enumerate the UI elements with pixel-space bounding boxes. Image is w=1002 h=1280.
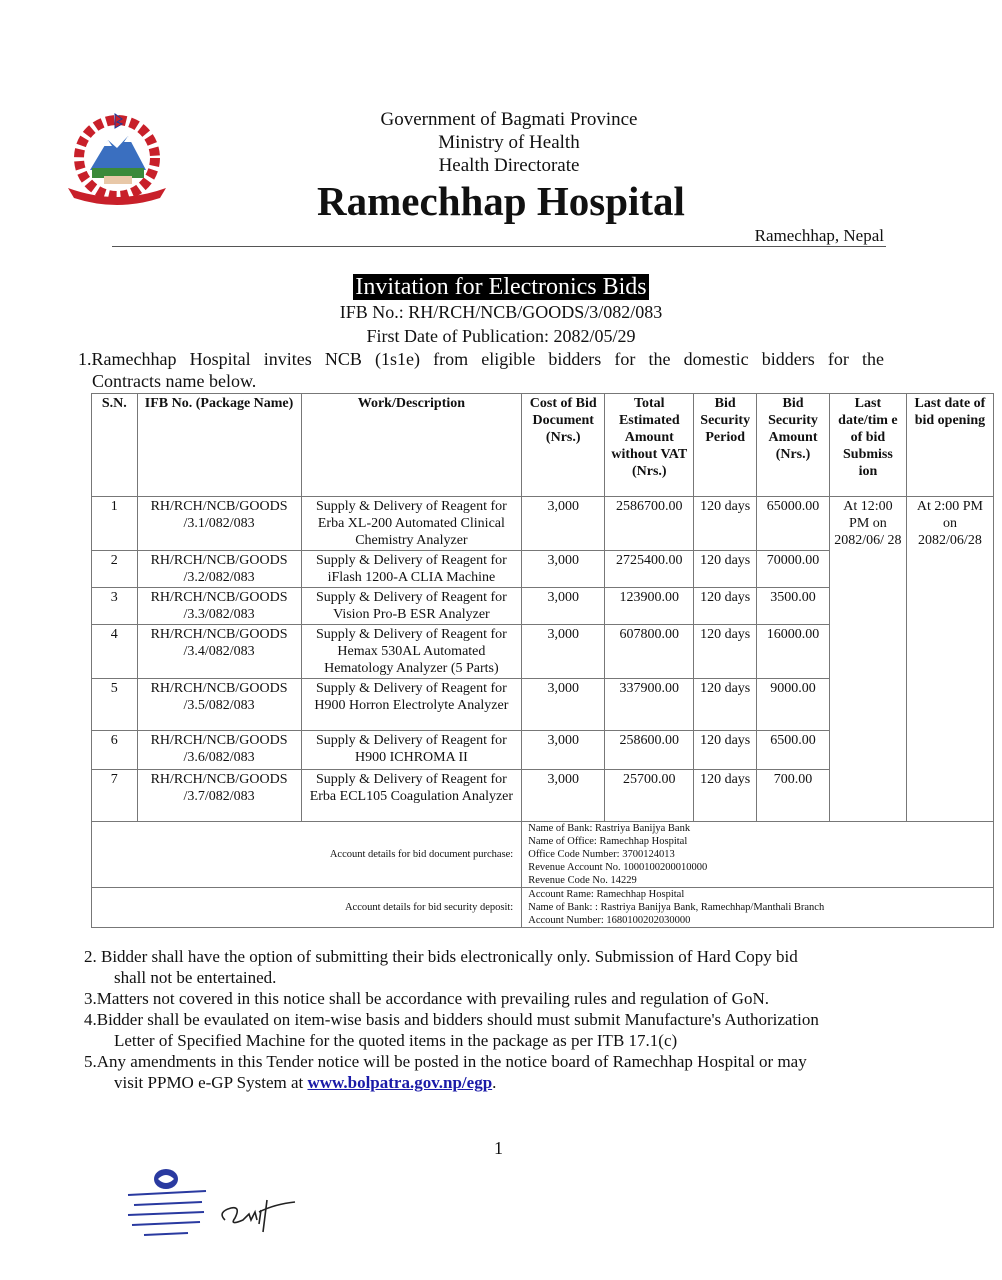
table-row xyxy=(92,497,994,551)
cell-amount: 70000.00 xyxy=(757,551,830,588)
publication-date: First Date of Publication: 2082/05/29 xyxy=(366,326,636,346)
note-4-cont: Letter of Specified Machine for the quoted items in the package as per ITB 17.1(c) xyxy=(114,1031,678,1050)
cell-amount: 3500.00 xyxy=(757,588,830,625)
account-line: Name of Bank: : Rastriya Banijya Bank, Ramechhap/Manthali Branch xyxy=(528,902,825,913)
account-line: Revenue Account No. 1000100200010000 xyxy=(528,862,708,873)
note-5 xyxy=(84,1051,884,1093)
cell-cost: 3,000 xyxy=(522,625,605,679)
account-line: Name of Office: Ramechhap Hospital xyxy=(528,836,688,847)
cell-sn: 7 xyxy=(92,770,138,822)
cell-amount: 9000.00 xyxy=(757,679,830,731)
ifb-number: IFB No.: RH/RCH/NCB/GOODS/3/082/083 xyxy=(339,302,663,322)
cell-period: 120 days xyxy=(694,497,757,551)
account-purchase-row xyxy=(92,822,994,888)
col-amount: Bid Security Amount (Nrs.) xyxy=(757,394,830,497)
cell-ifb: RH/RCH/NCB/GOODS /3.1/082/083 xyxy=(137,497,301,551)
col-sn: S.N. xyxy=(92,394,138,497)
office-stamp-icon xyxy=(118,1165,218,1243)
note-2-text: 2. Bidder shall have the option of submitting their bids electronically only. Submission of Hard Copy bid xyxy=(84,947,798,966)
account-line: Account Number: 1680100202030000 xyxy=(528,915,691,926)
cell-period: 120 days xyxy=(694,679,757,731)
cell-last-opening: At 2:00 PM on 2082/06/28 xyxy=(906,497,993,822)
note-3: 3.Matters not covered in this notice shall be accordance with prevailing rules and regulation of GoN. xyxy=(84,989,769,1008)
note-5-prefix: visit PPMO e-GP System at xyxy=(114,1073,308,1092)
bids-table xyxy=(91,393,994,928)
cell-description: Supply & Delivery of Reagent for Hemax 530AL Automated Hematology Analyzer (5 Parts) xyxy=(301,625,522,679)
cell-ifb: RH/RCH/NCB/GOODS /3.6/082/083 xyxy=(137,731,301,770)
note-5-cont xyxy=(84,1072,884,1093)
cell-amount: 65000.00 xyxy=(757,497,830,551)
cell-cost: 3,000 xyxy=(522,551,605,588)
cell-sn: 4 xyxy=(92,625,138,679)
page-number: 1 xyxy=(494,1138,503,1158)
hospital-title: Ramechhap Hospital xyxy=(317,178,685,224)
notice-title-text: Invitation for Electronics Bids xyxy=(355,274,647,300)
note-5-suffix: . xyxy=(492,1073,497,1092)
cell-total: 123900.00 xyxy=(605,588,694,625)
account-line: Office Code Number: 3700124013 xyxy=(528,849,675,860)
cell-description: Supply & Delivery of Reagent for Vision Pro-B ESR Analyzer xyxy=(301,588,522,625)
account-purchase-label: Account details for bid document purchase: xyxy=(92,822,522,888)
government-header xyxy=(0,108,1002,177)
cell-period: 120 days xyxy=(694,770,757,822)
note-4-text: 4.Bidder shall be evaulated on item-wise basis and bidders should must submit Manufacture's Authorization xyxy=(84,1010,819,1029)
col-last-opening: Last date of bid opening xyxy=(906,394,993,497)
account-deposit-label: Account details for bid security deposit: xyxy=(92,888,522,928)
cell-sn: 2 xyxy=(92,551,138,588)
cell-total: 2725400.00 xyxy=(605,551,694,588)
cell-amount: 6500.00 xyxy=(757,731,830,770)
intro-paragraph-cont: Contracts name below. xyxy=(92,371,257,391)
cell-total: 258600.00 xyxy=(605,731,694,770)
account-line: Account Rame: Ramechhap Hospital xyxy=(528,889,685,900)
account-purchase-details xyxy=(522,822,994,888)
cell-total: 25700.00 xyxy=(605,770,694,822)
cell-sn: 1 xyxy=(92,497,138,551)
cell-period: 120 days xyxy=(694,588,757,625)
col-last-submission: Last date/tim e of bid Submiss ion xyxy=(829,394,906,497)
account-deposit-details xyxy=(522,888,994,928)
cell-ifb: RH/RCH/NCB/GOODS /3.4/082/083 xyxy=(137,625,301,679)
col-total: Total Estimated Amount without VAT (Nrs.) xyxy=(605,394,694,497)
cell-amount: 700.00 xyxy=(757,770,830,822)
intro-paragraph: 1.Ramechhap Hospital invites NCB (1s1e) from eligible bidders for the domestic bidders for the xyxy=(78,349,884,369)
hospital-location: Ramechhap, Nepal xyxy=(754,226,884,245)
account-deposit-row xyxy=(92,888,994,928)
cell-total: 337900.00 xyxy=(605,679,694,731)
cell-description: Supply & Delivery of Reagent for iFlash 1200-A CLIA Machine xyxy=(301,551,522,588)
cell-last-submission: At 12:00 PM on 2082/06/ 28 xyxy=(829,497,906,822)
cell-description: Supply & Delivery of Reagent for Erba XL-200 Automated Clinical Chemistry Analyzer xyxy=(301,497,522,551)
note-2 xyxy=(84,946,884,988)
cell-cost: 3,000 xyxy=(522,731,605,770)
cell-period: 120 days xyxy=(694,551,757,588)
cell-period: 120 days xyxy=(694,731,757,770)
col-period: Bid Security Period xyxy=(694,394,757,497)
cell-cost: 3,000 xyxy=(522,770,605,822)
note-5-text: 5.Any amendments in this Tender notice will be posted in the notice board of Ramechhap Hospital or may xyxy=(84,1052,807,1071)
ministry-name: Ministry of Health xyxy=(438,132,580,153)
header-divider xyxy=(112,246,886,247)
cell-ifb: RH/RCH/NCB/GOODS /3.3/082/083 xyxy=(137,588,301,625)
cell-description: Supply & Delivery of Reagent for H900 Horron Electrolyte Analyzer xyxy=(301,679,522,731)
notes-section xyxy=(84,946,884,1093)
note-2-cont: shall not be entertained. xyxy=(114,968,277,987)
cell-ifb: RH/RCH/NCB/GOODS /3.5/082/083 xyxy=(137,679,301,731)
cell-ifb: RH/RCH/NCB/GOODS /3.2/082/083 xyxy=(137,551,301,588)
cell-cost: 3,000 xyxy=(522,588,605,625)
signature-icon xyxy=(215,1190,297,1235)
cell-description: Supply & Delivery of Reagent for Erba ECL105 Coagulation Analyzer xyxy=(301,770,522,822)
cell-ifb: RH/RCH/NCB/GOODS /3.7/082/083 xyxy=(137,770,301,822)
egp-link[interactable]: www.bolpatra.gov.np/egp xyxy=(307,1073,493,1092)
government-name: Government of Bagmati Province xyxy=(380,109,638,130)
col-cost: Cost of Bid Document (Nrs.) xyxy=(522,394,605,497)
note-4 xyxy=(84,1009,884,1051)
cell-total: 607800.00 xyxy=(605,625,694,679)
cell-total: 2586700.00 xyxy=(605,497,694,551)
col-description: Work/Description xyxy=(301,394,522,497)
cell-period: 120 days xyxy=(694,625,757,679)
cell-sn: 6 xyxy=(92,731,138,770)
cell-cost: 3,000 xyxy=(522,679,605,731)
notice-title xyxy=(0,272,1002,302)
cell-amount: 16000.00 xyxy=(757,625,830,679)
cell-description: Supply & Delivery of Reagent for H900 ICHROMA II xyxy=(301,731,522,770)
cell-cost: 3,000 xyxy=(522,497,605,551)
table-header-row xyxy=(92,394,994,497)
cell-sn: 3 xyxy=(92,588,138,625)
directorate-name: Health Directorate xyxy=(438,155,580,176)
account-line: Name of Bank: Rastriya Banijya Bank xyxy=(528,823,691,834)
col-ifb: IFB No. (Package Name) xyxy=(137,394,301,497)
cell-sn: 5 xyxy=(92,679,138,731)
account-line: Revenue Code No. 14229 xyxy=(528,875,637,886)
